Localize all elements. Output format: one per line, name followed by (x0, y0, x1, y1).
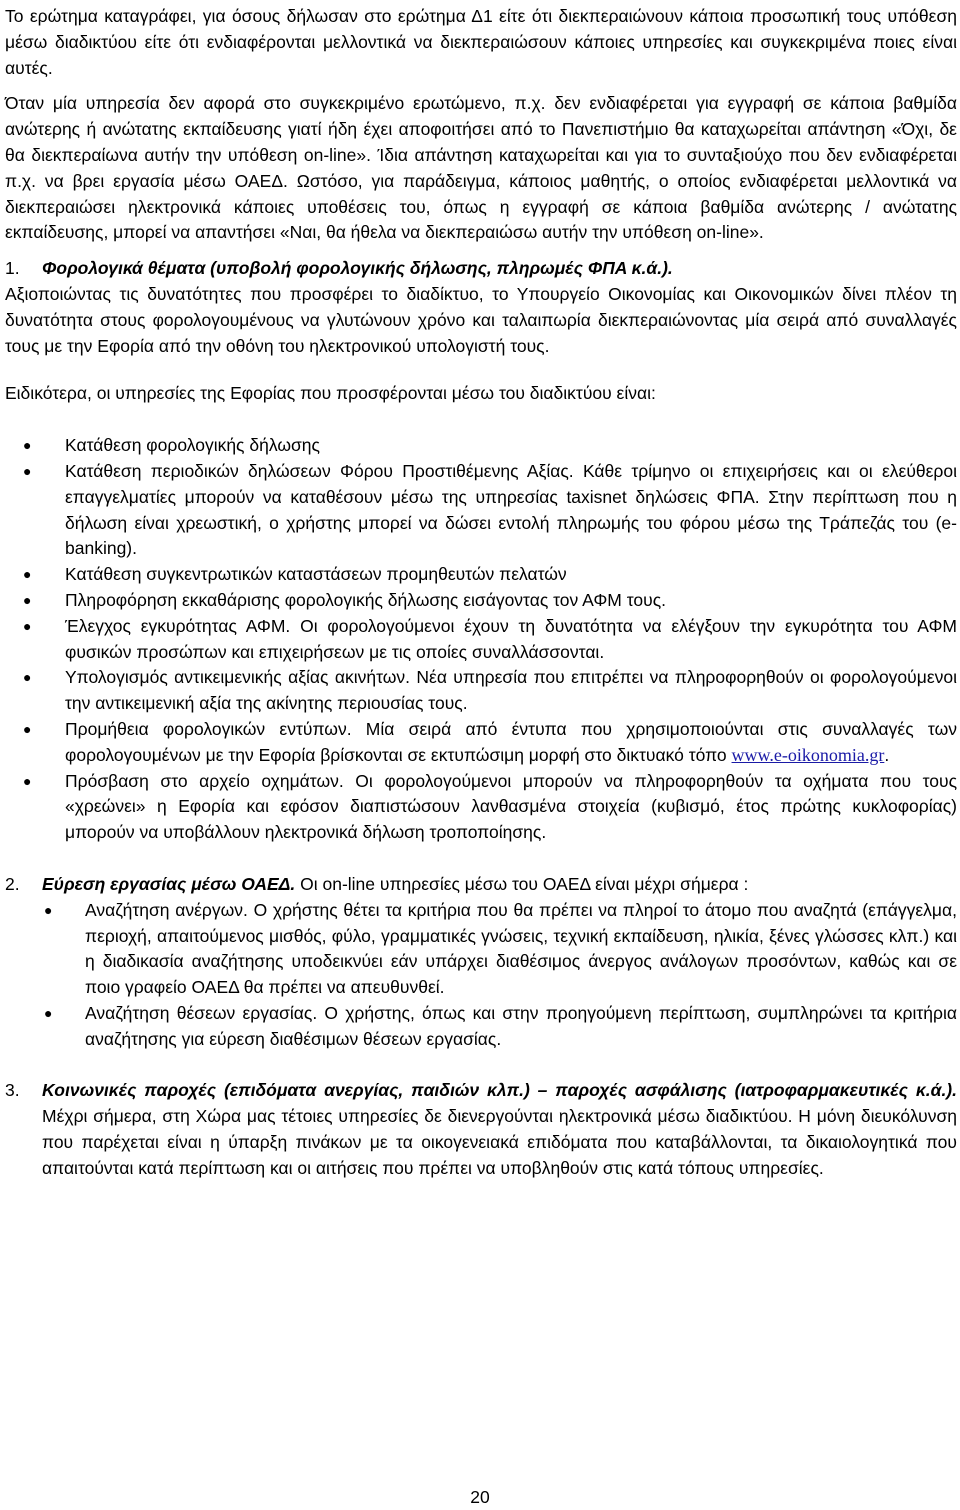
section-1-heading: Φορολογικά θέματα (υποβολή φορολογικής δήλωσης, πληρωμές ΦΠΑ κ.ά.). (42, 258, 673, 279)
bullet-icon: ● (44, 901, 53, 918)
section-1-services-intro: Ειδικότερα, οι υπηρεσίες της Εφορίας που προσφέρονται μέσω του διαδικτύου είναι: (5, 383, 656, 404)
bullet-icon: ● (23, 720, 32, 737)
section-1 (5, 256, 957, 282)
bullet-icon: ● (23, 617, 32, 634)
bullet-icon: ● (23, 566, 32, 583)
section-3-heading: Κοινωνικές παροχές (επιδόματα ανεργίας, παιδιών κλπ.) – παροχές ασφάλισης (ιατροφαρμακευτικές κ.ά.). (42, 1080, 957, 1101)
list-item: ● Προμήθεια φορολογικών εντύπων. Μία σειρά από έντυπα που χρησιμοποιούνται στις συναλλαγές των φορολογουμένων με την Εφορία βρίσκονται σε εκτυπώσιμη μορφή στο δικτυακό τόπο www.e-oikonomia.gr. (5, 717, 957, 769)
bullet-icon: ● (23, 669, 32, 686)
section-1-text: Αξιοποιώντας τις δυνατότητες που προσφέρει το διαδίκτυο, το Υπουργείο Οικονομίας και Οικονομικών δίνει πλέον τη δυνατότητα στους φορολογουμένους να γλυτώνουν χρόνο και ταλαιπωρία διεκπεραιώνοντας μία σειρά από συναλλαγές τους με την Εφορία από την οθόνη του ηλεκτρονικού υπολογιστή τους. (5, 283, 957, 356)
page-number: 20 (470, 1487, 490, 1507)
list-item: ● Υπολογισμός αντικειμενικής αξίας ακινήτων. Νέα υπηρεσία που επιτρέπει να πληροφορηθούν οι φορολογούμενοι την αντικειμενική αξία της ακίνητης περιουσίας τους. (5, 665, 957, 717)
list-item: ● Έλεγχος εγκυρότητας ΑΦΜ. Οι φορολογούμενοι έχουν τη δυνατότητα να ελέγξουν την εγκυρότητα του ΑΦΜ φυσικών προσώπων και επιχειρήσεων με τις οποίες συναλλάσσονται. (5, 614, 957, 666)
list-item: ● Πρόσβαση στο αρχείο οχημάτων. Οι φορολογούμενοι μπορούν να πληροφορηθούν τα οχήματα που τους «χρεώνει» η Εφορία και εφόσον διαπιστώσουν λανθασμένα στοιχεία (κυβισμό, έτος πρώτης κυκλοφορίας) μπορούν να υποβάλλουν ηλεκτρονικά δήλωση τροποποίησης. (5, 769, 957, 846)
section-2 (5, 872, 957, 1053)
section-2-number: 2. (5, 873, 20, 894)
list-item: ● Κατάθεση περιοδικών δηλώσεων Φόρου Προστιθέμενης Αξίας. Κάθε τρίμηνο οι επιχειρήσεις και οι ελεύθεροι επαγγελματίες μπορούν να καταθέσουν μέσω της υπηρεσίας taxisnet δηλώσεις ΦΠΑ. Στην περίπτωση που η δήλωση είναι χρεωστική, ο χρήστης μπορεί να δώσει εντολή πληρωμής του φόρου μέσω της Τράπεζάς του (e-banking). (5, 459, 957, 562)
section-3-number: 3. (5, 1080, 20, 1101)
section-1-number: 1. (5, 258, 20, 279)
bullet-icon: ● (44, 1004, 53, 1021)
tax-services-list (5, 433, 957, 846)
bullet-icon: ● (23, 437, 32, 454)
forms-text: Προμήθεια φορολογικών εντύπων. Μία σειρά από έντυπα που χρησιμοποιούνται στις συναλλαγές των φορολογουμένων με την Εφορία βρίσκονται σε εκτυπώσιμη μορφή στο δικτυακό τόπο (65, 718, 957, 765)
section-3-text: Μέχρι σήμερα, στη Χώρα μας τέτοιες υπηρεσίες δε διενεργούνται ηλεκτρονικά μέσω διαδικτύου. Η μόνη διευκόλυνση που παρέχεται είναι η ύπαρξη πινάκων με τα οικογενειακά επιδόματα που καταβάλλονται, τα δικαιολογητικά που απαιτούνται κατά περίπτωση και οι αιτήσεις που πρέπει να υποβληθούν στις κατά τόπους υπηρεσίες. (42, 1106, 957, 1178)
list-item: ● Αναζήτηση θέσεων εργασίας. Ο χρήστης, όπως και στην προηγούμενη περίπτωση, συμπληρώνει τα κριτήρια αναζήτησης για εύρεση διαθέσιμων θέσεων εργασίας. (44, 1002, 957, 1049)
document-page (5, 4, 957, 1182)
list-item: ● Κατάθεση φορολογικής δήλωσης (5, 433, 957, 459)
bullet-icon: ● (23, 591, 32, 608)
list-item: ● Αναζήτηση ανέργων. Ο χρήστης θέτει τα κριτήρια που θα πρέπει να πληροί το άτομο που αναζητά (επάγγελμα, περιοχή, απαιτούμενος μισθός, φύλο, γραμματικές γνώσεις, τεχνική εκπαίδευση, ηλικία, ξένες γλώσσες κλπ.) και η διαδικασία αναζήτησης υποδεικνύει εάν υπάρχει διαθέσιμος άνεργος ανάλογων προσόντων, καθώς και σε ποιο γραφείο ΟΑΕΔ θα πρέπει να απευθυνθεί. (44, 899, 957, 998)
bullet-icon: ● (23, 462, 32, 479)
section-2-intro: Οι on-line υπηρεσίες μέσω του ΟΑΕΔ είναι μέχρι σήμερα : (295, 873, 749, 894)
list-item: ● Πληροφόρηση εκκαθάρισης φορολογικής δήλωσης εισάγοντας τον ΑΦΜ τους. (5, 588, 957, 614)
e-oikonomia-link[interactable]: www.e-oikonomia.gr (731, 744, 885, 765)
bullet-icon: ● (23, 772, 32, 789)
oaed-services-list (42, 898, 957, 1053)
intro-paragraph: Το ερώτημα καταγράφει, για όσους δήλωσαν στο ερώτημα Δ1 είτε ότι διεκπεραιώνουν κάποια προσωπική τους υπόθεση μέσω διαδικτύου είτε ότι ενδιαφέρονται μελλοντικά να διεκπεραιώσουν κάποιες υπηρεσίες και συγκεκριμένα ποιες είναι αυτές. (5, 6, 957, 78)
list-item: ● Κατάθεση συγκεντρωτικών καταστάσεων προμηθευτών πελατών (5, 562, 957, 588)
section-3 (5, 1078, 957, 1181)
section-2-heading: Εύρεση εργασίας μέσω ΟΑΕΔ. (42, 873, 296, 894)
explanation-paragraph: Όταν μία υπηρεσία δεν αφορά στο συγκεκριμένο ερωτώμενο, π.χ. δεν ενδιαφέρεται για εγγραφή σε κάποια βαθμίδα ανώτερης ή ανώτατης εκπαίδευσης γιατί ήδη έχει αποφοιτήσει από το Πανεπιστήμιο θα καταχωρείται απάντηση «Όχι, δε θα διεκπεραίωνα αυτήν την υπόθεση on-line». Ίδια απάντηση καταχωρείται και για το συνταξιούχο που δεν ενδιαφέρεται π.χ. να βρει εργασία μέσω ΟΑΕΔ. Ωστόσο, για παράδειγμα, κάποιος μαθητής, ο οποίος ενδιαφέρεται μελλοντικά να διεκπεραιώσει ηλεκτρονικά κάποιες υποθέσεις του, όπως η εγγραφή σε κάποια βαθμίδα ανώτερης / ανώτατης εκπαίδευσης, μπορεί να απαντήσει «Ναι, θα ήθελα να διεκπεραιώσω αυτήν την υπόθεση on-line». (5, 93, 957, 243)
